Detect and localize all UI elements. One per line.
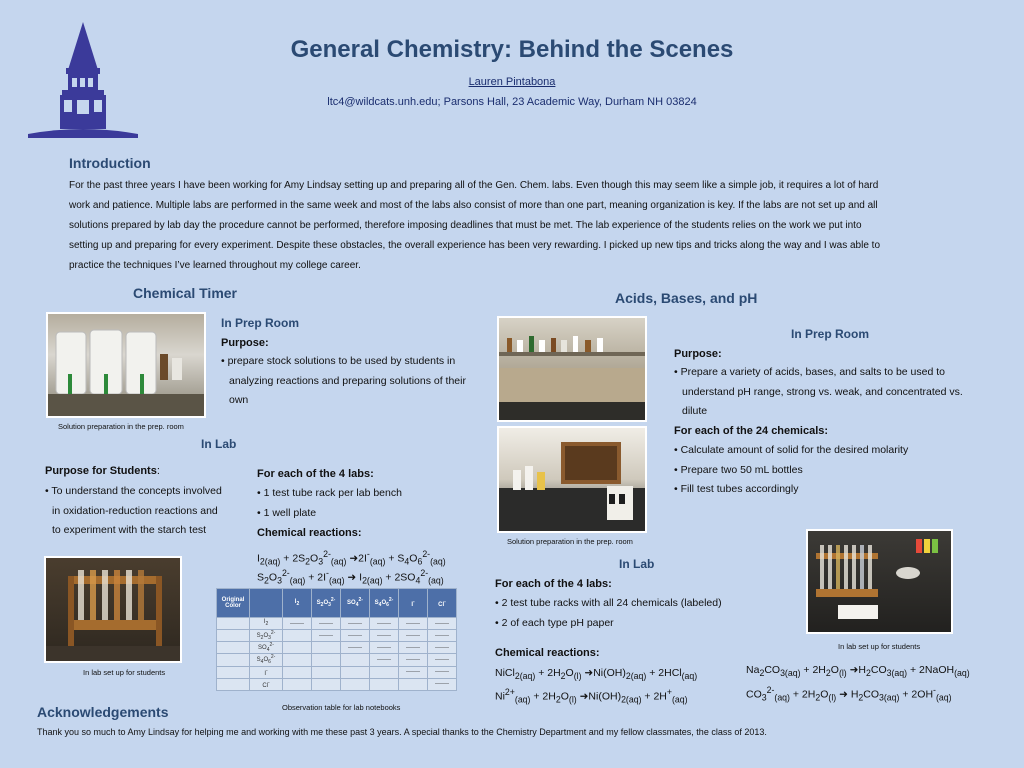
- table-cell: -------: [428, 642, 457, 654]
- acids-lab-photo-caption: In lab set up for students: [838, 642, 921, 651]
- acids-each4-list: [495, 594, 775, 633]
- table-cell: [370, 666, 399, 678]
- acids-purpose-label: Purpose:: [674, 348, 722, 360]
- poster-title: General Chemistry: Behind the Scenes: [290, 36, 734, 63]
- header-text: Original Color: [221, 597, 245, 609]
- introduction-heading: Introduction: [69, 155, 151, 171]
- table-cell: -------: [428, 618, 457, 630]
- table-cell: [283, 630, 312, 642]
- table-header-cell: $SO_4^{2-}$: [341, 589, 370, 618]
- table-cell: [217, 654, 250, 666]
- table-cell: -------: [341, 642, 370, 654]
- table-header-row: [217, 589, 457, 618]
- observation-table-caption: Observation table for lab notebooks: [282, 703, 401, 712]
- table-cell: [217, 642, 250, 654]
- timer-lab-photo: [44, 556, 182, 663]
- observation-table-wrap: [216, 588, 457, 691]
- author-name[interactable]: Lauren Pintabona: [468, 76, 556, 88]
- students-purpose-line: to experiment with the starch test: [52, 524, 207, 536]
- table-cell: [312, 678, 341, 690]
- timer-each-line: • 1 test tube rack per lab bench: [257, 487, 402, 499]
- table-cell: -------: [399, 618, 428, 630]
- timer-purpose-line: own: [229, 394, 249, 406]
- acids-each24-line: • Prepare two 50 mL bottles: [674, 463, 803, 476]
- timer-equation-1: $I_{2(aq)} + 2S_2O_3^{2-}_{(aq)}$ $➜2I^-_{(aq)} + S_4O_6^{2-}_{(aq)}$: [257, 549, 446, 567]
- timer-lab-heading: In Lab: [201, 437, 237, 451]
- acids-equation-1: NiCl$_{2(aq)}$ + $2H_2O_{(l)}$ $➜Ni(OH)_{2(aq)} + 2HCl_{(aq)}$: [495, 667, 698, 682]
- students-purpose-line: • To understand the concepts involved: [45, 485, 222, 497]
- intro-line: setting up and preparing for every experiment. Despite these obstacles, the overall experience has been very rewarding. I picked up new tips and tricks along the way and I was able to: [69, 240, 881, 251]
- prep-room-photo-carboys: [46, 312, 206, 418]
- table-cell: $I_2$: [250, 618, 283, 630]
- table-cell: -------: [341, 630, 370, 642]
- acids-reactions-label: Chemical reactions:: [495, 647, 600, 659]
- table-cell: [312, 642, 341, 654]
- acids-each24-line: • Fill test tubes accordingly: [674, 483, 799, 495]
- observation-table: [216, 588, 457, 691]
- acids-purpose-line: understand pH range, strong vs. weak, and concentrated vs.: [682, 385, 963, 398]
- students-purpose-colon: :: [156, 465, 160, 477]
- timer-prep-heading: In Prep Room: [221, 316, 300, 330]
- prep-room-photo-caption: Solution preparation in the prep. room: [58, 422, 184, 431]
- timer-each-line: • 1 well plate: [257, 506, 317, 519]
- intro-line: practice the techniques I’ve learned throughout my college career.: [69, 260, 361, 271]
- table-cell: $S_4O_6^{2-}$: [250, 654, 283, 666]
- contact-info: ltc4@wildcats.unh.edu; Parsons Hall, 23 Academic Way, Durham NH 03824: [327, 96, 697, 108]
- acids-each4-line: • 2 test tube racks with all 24 chemicals (labeled): [495, 597, 722, 609]
- intro-line: For the past three years I have been working for Amy Lindsay setting up and preparing all of the Gen. Chem. labs. Even though this may seem like a simple job, it requires a lot of hard: [69, 180, 879, 191]
- racks-illustration: [499, 428, 645, 531]
- table-cell: -------: [341, 618, 370, 630]
- timer-purpose-label: Purpose:: [221, 337, 269, 349]
- acids-prep-photo-shelves: [497, 316, 647, 422]
- acknowledgements-heading: Acknowledgements: [37, 704, 169, 720]
- table-cell: [217, 618, 250, 630]
- table-header-cell: $S_4O_6^{2-}$: [370, 589, 399, 618]
- acids-prep-photo-racks: [497, 426, 647, 533]
- acids-prep-heading: In Prep Room: [791, 327, 870, 341]
- acknowledgements-text: Thank you so much to Amy Lindsay for helping me and working with me these past 3 years. A special thanks to the Chemistry Department and my fellow classmates, the class of 2013.: [37, 727, 767, 737]
- table-cell: -------: [399, 666, 428, 678]
- students-purpose-label: [45, 465, 160, 477]
- acids-lab-photo: [806, 529, 953, 634]
- table-cell: [370, 678, 399, 690]
- table-cell: -------: [370, 618, 399, 630]
- acids-equation-2: $Ni^{2+}_{(aq)} + 2H_2O_{(l)}$ $➜Ni(OH)_{2(aq)} + 2H^+_{(aq)}$: [495, 687, 688, 705]
- table-cell: -------: [370, 630, 399, 642]
- table-cell: -------: [312, 618, 341, 630]
- intro-line: work and patience. Multiple labs are performed in the same week and most of the labs also consist of more than one part, meaning organization is key. If the labs are not set up and all: [69, 200, 878, 211]
- table-cell: -------: [370, 642, 399, 654]
- table-cell: -------: [312, 630, 341, 642]
- table-cell: I-: [250, 666, 283, 678]
- table-header-cell: I-: [399, 589, 428, 618]
- table-cell: -------: [283, 618, 312, 630]
- table-cell: -------: [428, 630, 457, 642]
- acids-lab-heading: In Lab: [619, 557, 655, 571]
- students-purpose-line: in oxidation-reduction reactions and: [52, 504, 218, 517]
- table-cell: [312, 666, 341, 678]
- timer-purpose-list: [221, 352, 481, 411]
- table-cell: $S_2O_3^{2-}$: [250, 630, 283, 642]
- acids-purpose-line: dilute: [682, 405, 708, 417]
- introduction-text: [69, 176, 969, 276]
- carboys-illustration: [48, 314, 204, 416]
- table-cell: -------: [399, 642, 428, 654]
- table-cell: [283, 654, 312, 666]
- acids-each24-list: [674, 441, 994, 500]
- table-cell: -------: [428, 666, 457, 678]
- table-row: [217, 642, 457, 654]
- table-header-cell: $S_2O_3^{2-}$: [312, 589, 341, 618]
- table-cell: [217, 678, 250, 690]
- students-purpose-text: Purpose for Students: [45, 465, 157, 477]
- lab-bench-illustration: [808, 531, 951, 632]
- table-cell: -------: [428, 678, 457, 690]
- acids-bases-heading: Acids, Bases, and pH: [615, 290, 758, 306]
- timer-purpose-line: analyzing reactions and preparing solutions of their: [229, 374, 466, 387]
- table-cell: [399, 678, 428, 690]
- table-row: [217, 678, 457, 690]
- intro-line: solutions prepared by lab day the procedure cannot be performed, therefore imposing deadlines that must be met. The lab experience of the students relies on the work we put into: [69, 220, 862, 231]
- table-cell: [341, 654, 370, 666]
- table-cell: -------: [399, 630, 428, 642]
- table-header-cell: [217, 589, 250, 618]
- table-cell: [283, 642, 312, 654]
- table-cell: Cl-: [250, 678, 283, 690]
- shelves-illustration: [499, 318, 645, 420]
- table-cell: [217, 630, 250, 642]
- table-row: [217, 630, 457, 642]
- table-cell: [312, 654, 341, 666]
- test-tube-rack-illustration: [46, 558, 180, 661]
- acids-equation-3: $Na_2CO_{3(aq)} + 2H_2O_{(l)}$ $➜H_2CO_{3(aq)}$ + 2NaOH$_{(aq)}$: [746, 664, 970, 679]
- table-cell: [217, 666, 250, 678]
- table-cell: $SO_4^{2-}$: [250, 642, 283, 654]
- acids-each4-line: • 2 of each type pH paper: [495, 616, 614, 629]
- table-cell: [341, 678, 370, 690]
- students-purpose-list: [45, 482, 255, 541]
- timer-lab-photo-caption: In lab set up for students: [83, 668, 166, 677]
- timer-purpose-line: • prepare stock solutions to be used by students in: [221, 355, 456, 367]
- table-cell: [283, 678, 312, 690]
- table-cell: -------: [428, 654, 457, 666]
- acids-purpose-list: [674, 363, 994, 422]
- timer-each-list: [257, 484, 402, 523]
- chemical-timer-heading: Chemical Timer: [133, 285, 238, 301]
- acids-each24-label: For each of the 24 chemicals:: [674, 425, 829, 437]
- timer-each-label: For each of the 4 labs:: [257, 468, 374, 480]
- table-row: [217, 666, 457, 678]
- table-cell: [341, 666, 370, 678]
- table-cell: -------: [370, 654, 399, 666]
- table-header-cell: [250, 589, 283, 618]
- acids-each24-line: • Calculate amount of solid for the desired molarity: [674, 444, 909, 456]
- timer-reactions-label: Chemical reactions:: [257, 527, 362, 539]
- acids-purpose-line: • Prepare a variety of acids, bases, and salts to be used to: [674, 366, 945, 378]
- acids-each4-label: For each of the 4 labs:: [495, 578, 612, 590]
- timer-equation-2: $S_2O_3^{2-}_{(aq)} + 2I^-_{(aq)}$ ➜ $I_{2(aq)} + 2SO_4^{2-}_{(aq)}$: [257, 568, 444, 586]
- acids-prep-photo-caption: Solution preparation in the prep. room: [507, 537, 633, 546]
- table-header-cell: $I_2$: [283, 589, 312, 618]
- acids-equation-4: $CO_3^{2-}_{(aq)} + 2H_2O_{(l)}$ ➜ $H_2CO_{3(aq)} + 2OH^-_{(aq)}$: [746, 685, 952, 703]
- table-cell: [283, 666, 312, 678]
- table-row: [217, 654, 457, 666]
- table-header-cell: Cl-: [428, 589, 457, 618]
- table-row: [217, 618, 457, 630]
- table-cell: -------: [399, 654, 428, 666]
